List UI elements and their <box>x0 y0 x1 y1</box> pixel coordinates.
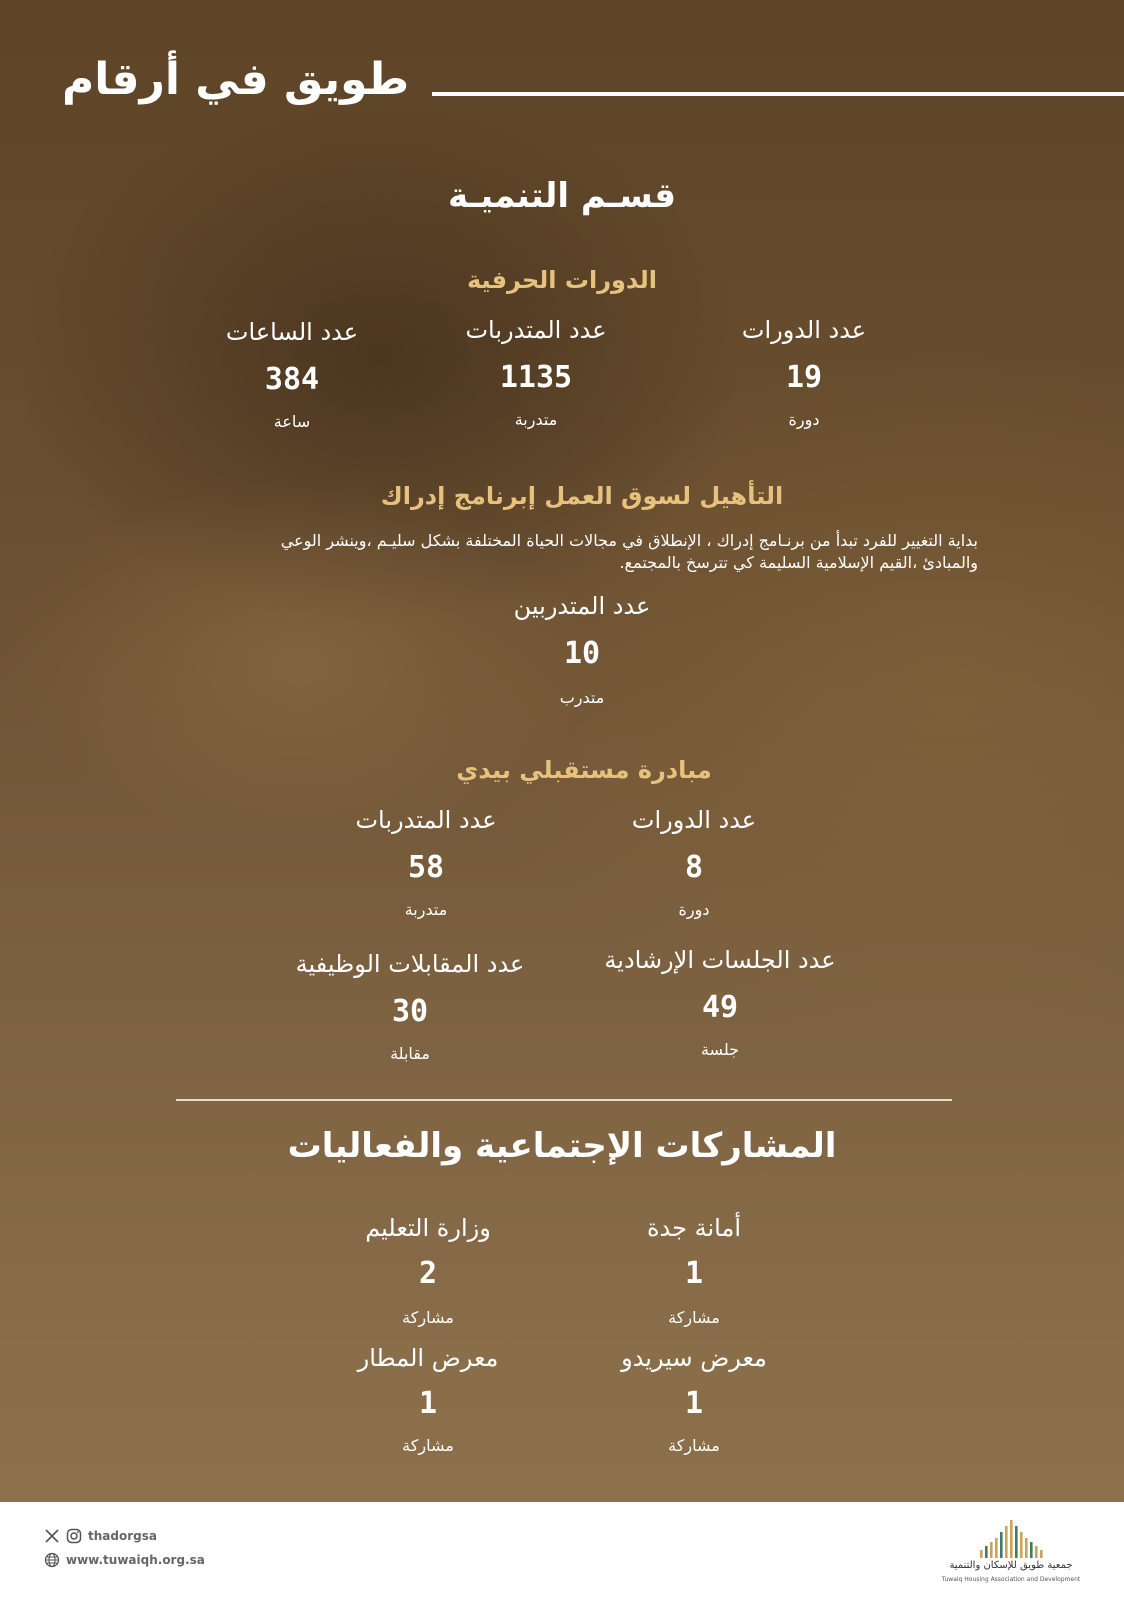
idrak-description-line-1: بداية التغيير للفرد تبدأ من برنـامج إدراك ، الإنطلاق في مجالات الحياة المختلفة بشكل سليـم ،وينشر الوعي <box>280 531 978 550</box>
logo-bar <box>1020 1532 1023 1558</box>
logo-bar <box>990 1542 993 1558</box>
logo-bar <box>1010 1520 1013 1558</box>
social-item-jeddah-label: أمانة جدة <box>646 1214 742 1242</box>
logo-name: جمعية طويق للإسكان والتنمية <box>949 1560 1073 1571</box>
social-item-airport-unit: مشاركة <box>402 1436 454 1455</box>
x-twitter-icon[interactable] <box>44 1528 60 1544</box>
globe-icon <box>44 1552 60 1568</box>
craft-courses-count-label: عدد الدورات <box>741 316 867 344</box>
craft-trainees-unit: متدربة <box>514 410 558 429</box>
website-link[interactable]: www.tuwaiqh.org.sa <box>66 1553 205 1567</box>
page-title: طويق في أرقام <box>62 54 410 105</box>
future-sessions-unit: جلسة <box>700 1040 740 1059</box>
future-interviews-label: عدد المقابلات الوظيفية <box>295 950 525 978</box>
idrak-trainees-value: 10 <box>563 636 601 671</box>
social-item-jeddah-unit: مشاركة <box>668 1308 720 1327</box>
social-item-education-value: 2 <box>418 1256 438 1291</box>
title-underline <box>432 92 1124 96</box>
social-item-seredo-unit: مشاركة <box>668 1436 720 1455</box>
future-sessions-value: 49 <box>701 990 739 1025</box>
section-title-social: المشاركات الإجتماعية والفعاليات <box>287 1126 837 1166</box>
idrak-title: التأهيل لسوق العمل إبرنامج إدراك <box>380 482 784 510</box>
social-item-education-unit: مشاركة <box>402 1308 454 1327</box>
logo-bar <box>1015 1526 1018 1558</box>
section-title-development: قسـم التنميـة <box>447 176 677 216</box>
social-item-education-label: وزارة التعليم <box>365 1214 491 1242</box>
social-item-seredo-label: معرض سيريدو <box>621 1344 767 1372</box>
section-divider <box>176 1099 952 1101</box>
logo-bar <box>1005 1526 1008 1558</box>
logo-bar <box>995 1538 998 1558</box>
logo-bar <box>1040 1550 1043 1558</box>
social-handle[interactable]: thadorgsa <box>88 1529 157 1543</box>
future-courses-unit: دورة <box>678 900 710 919</box>
logo-bar <box>1035 1546 1038 1558</box>
craft-hours-label: عدد الساعات <box>225 318 359 346</box>
logo-bar <box>1025 1538 1028 1558</box>
logo-subtitle: Tuwaiq Housing Association and Development <box>941 1576 1081 1583</box>
craft-courses-count-value: 19 <box>785 360 823 395</box>
logo-bar <box>985 1546 988 1558</box>
craft-trainees-label: عدد المتدربات <box>465 316 607 344</box>
future-courses-value: 8 <box>684 850 704 885</box>
logo-bar <box>980 1550 983 1558</box>
social-item-seredo-value: 1 <box>684 1386 704 1421</box>
future-sessions-label: عدد الجلسات الإرشادية <box>604 946 836 974</box>
craft-hours-value: 384 <box>264 362 320 397</box>
future-trainees-value: 58 <box>407 850 445 885</box>
social-item-jeddah-value: 1 <box>684 1256 704 1291</box>
future-interviews-unit: مقابلة <box>390 1044 430 1063</box>
idrak-trainees-label: عدد المتدربين <box>513 592 651 620</box>
future-trainees-unit: متدربة <box>404 900 448 919</box>
future-interviews-value: 30 <box>391 994 429 1029</box>
craft-courses-count-unit: دورة <box>788 410 820 429</box>
social-item-airport-label: معرض المطار <box>357 1344 499 1372</box>
footer-contacts <box>44 1524 205 1572</box>
instagram-icon[interactable] <box>66 1528 82 1544</box>
craft-courses-title: الدورات الحرفية <box>466 266 658 294</box>
website-row <box>44 1548 205 1572</box>
future-initiative-title: مبادرة مستقبلي بيدي <box>456 756 712 784</box>
future-courses-label: عدد الدورات <box>631 806 757 834</box>
craft-trainees-value: 1135 <box>499 360 573 395</box>
idrak-trainees-unit: متدرب <box>559 688 605 707</box>
logo-bar <box>1030 1542 1033 1558</box>
footer <box>0 1502 1124 1600</box>
craft-hours-unit: ساعة <box>273 412 311 431</box>
future-trainees-label: عدد المتدربات <box>355 806 497 834</box>
logo-bar <box>1000 1532 1003 1558</box>
social-item-airport-value: 1 <box>418 1386 438 1421</box>
idrak-description-line-2: والمبادئ ،القيم الإسلامية السليمة كي تترسخ بالمجتمع. <box>619 553 978 572</box>
social-row <box>44 1524 205 1548</box>
